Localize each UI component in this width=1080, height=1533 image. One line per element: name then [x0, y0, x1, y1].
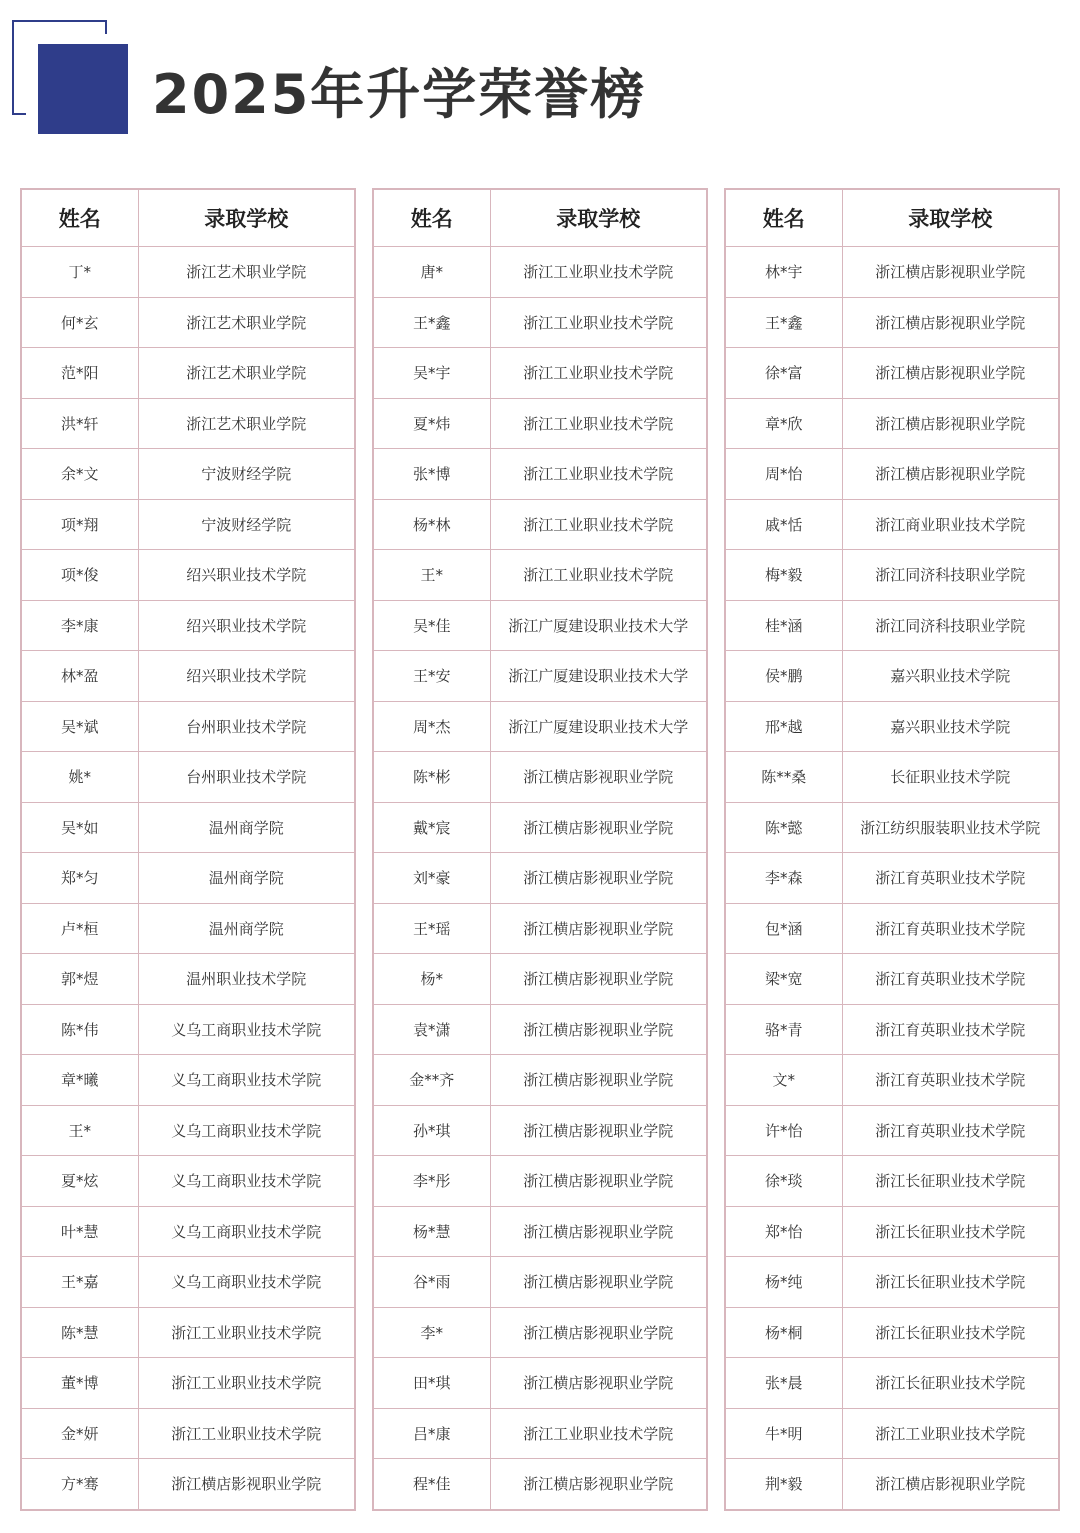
student-name: 袁*潇 [373, 1004, 490, 1055]
student-name: 田*琪 [373, 1358, 490, 1409]
student-name: 李*森 [725, 853, 842, 904]
header-name: 姓名 [373, 189, 490, 247]
admitted-school: 浙江商业职业技术学院 [842, 499, 1059, 550]
table-row [21, 853, 355, 904]
student-name: 吴*如 [21, 802, 138, 853]
table-row [373, 853, 707, 904]
table-row [725, 853, 1059, 904]
student-name: 夏*炫 [21, 1156, 138, 1207]
table-row [725, 1307, 1059, 1358]
admitted-school: 浙江工业职业技术学院 [490, 247, 707, 298]
table-row [21, 651, 355, 702]
student-name: 孙*琪 [373, 1105, 490, 1156]
table-row [373, 802, 707, 853]
student-name: 骆*青 [725, 1004, 842, 1055]
student-name: 杨*桐 [725, 1307, 842, 1358]
table-row [21, 1257, 355, 1308]
admitted-school: 浙江横店影视职业学院 [490, 1105, 707, 1156]
table-row [21, 1206, 355, 1257]
table-row [21, 802, 355, 853]
table-row [725, 1055, 1059, 1106]
student-name: 陈**桑 [725, 752, 842, 803]
table-row [373, 651, 707, 702]
admitted-school: 浙江工业职业技术学院 [490, 398, 707, 449]
table-row [725, 752, 1059, 803]
admitted-school: 浙江横店影视职业学院 [490, 1307, 707, 1358]
admitted-school: 浙江横店影视职业学院 [490, 903, 707, 954]
admitted-school: 浙江艺术职业学院 [138, 247, 355, 298]
table-row [21, 247, 355, 298]
table-row [21, 297, 355, 348]
table-row [373, 701, 707, 752]
table-row [373, 398, 707, 449]
table-row [373, 499, 707, 550]
student-name: 谷*雨 [373, 1257, 490, 1308]
table-row [373, 1055, 707, 1106]
admitted-school: 浙江工业职业技术学院 [490, 499, 707, 550]
admitted-school: 嘉兴职业技术学院 [842, 651, 1059, 702]
table-row [373, 1156, 707, 1207]
admitted-school: 浙江横店影视职业学院 [490, 1055, 707, 1106]
student-name: 戚*恬 [725, 499, 842, 550]
student-name: 章*欣 [725, 398, 842, 449]
student-name: 张*博 [373, 449, 490, 500]
table-row [21, 701, 355, 752]
table-row [21, 1307, 355, 1358]
admitted-school: 浙江工业职业技术学院 [490, 348, 707, 399]
student-name: 侯*鹏 [725, 651, 842, 702]
table-row [373, 1307, 707, 1358]
admitted-school: 温州商学院 [138, 903, 355, 954]
student-name: 夏*炜 [373, 398, 490, 449]
admitted-school: 浙江横店影视职业学院 [490, 1156, 707, 1207]
student-name: 林*盈 [21, 651, 138, 702]
table-row [725, 1105, 1059, 1156]
student-name: 陈*伟 [21, 1004, 138, 1055]
table-row [725, 1257, 1059, 1308]
roster-table-3 [724, 188, 1060, 1511]
student-name: 周*怡 [725, 449, 842, 500]
student-name: 包*涵 [725, 903, 842, 954]
student-name: 陈*彬 [373, 752, 490, 803]
student-name: 戴*宸 [373, 802, 490, 853]
admitted-school: 浙江育英职业技术学院 [842, 1055, 1059, 1106]
admitted-school: 浙江工业职业技术学院 [842, 1408, 1059, 1459]
admitted-school: 浙江横店影视职业学院 [490, 1004, 707, 1055]
student-name: 许*怡 [725, 1105, 842, 1156]
student-name: 张*晨 [725, 1358, 842, 1409]
student-name: 王*安 [373, 651, 490, 702]
admitted-school: 浙江同济科技职业学院 [842, 600, 1059, 651]
student-name: 王* [373, 550, 490, 601]
table-row [725, 600, 1059, 651]
student-name: 丁* [21, 247, 138, 298]
student-name: 林*宇 [725, 247, 842, 298]
admitted-school: 浙江长征职业技术学院 [842, 1307, 1059, 1358]
student-name: 刘*豪 [373, 853, 490, 904]
admitted-school: 浙江横店影视职业学院 [138, 1459, 355, 1510]
table-row [373, 903, 707, 954]
title-decoration-block [38, 44, 128, 134]
admitted-school: 浙江横店影视职业学院 [842, 1459, 1059, 1510]
table-row [21, 499, 355, 550]
student-name: 王*瑶 [373, 903, 490, 954]
table-header-row [21, 189, 355, 247]
student-name: 何*玄 [21, 297, 138, 348]
student-name: 邢*越 [725, 701, 842, 752]
table-row [725, 449, 1059, 500]
admitted-school: 浙江纺织服装职业技术学院 [842, 802, 1059, 853]
table-row [373, 752, 707, 803]
table-row [21, 1105, 355, 1156]
admitted-school: 浙江长征职业技术学院 [842, 1358, 1059, 1409]
table-row [373, 954, 707, 1005]
table-row [373, 1459, 707, 1510]
student-name: 项*翔 [21, 499, 138, 550]
admitted-school: 浙江育英职业技术学院 [842, 1004, 1059, 1055]
table-row [373, 1358, 707, 1409]
admitted-school: 绍兴职业技术学院 [138, 651, 355, 702]
student-name: 杨*纯 [725, 1257, 842, 1308]
student-name: 王*嘉 [21, 1257, 138, 1308]
table-header-row [725, 189, 1059, 247]
student-name: 郭*煜 [21, 954, 138, 1005]
student-name: 牛*明 [725, 1408, 842, 1459]
student-name: 叶*慧 [21, 1206, 138, 1257]
student-name: 王*鑫 [725, 297, 842, 348]
admitted-school: 浙江工业职业技术学院 [490, 1408, 707, 1459]
roster-table-2 [372, 188, 708, 1511]
table-row [725, 348, 1059, 399]
admitted-school: 浙江工业职业技术学院 [138, 1358, 355, 1409]
table-row [373, 348, 707, 399]
table-row [21, 600, 355, 651]
student-name: 杨*慧 [373, 1206, 490, 1257]
admitted-school: 宁波财经学院 [138, 499, 355, 550]
table-row [373, 1105, 707, 1156]
student-name: 杨* [373, 954, 490, 1005]
table-row [725, 398, 1059, 449]
admitted-school: 浙江横店影视职业学院 [842, 449, 1059, 500]
table-row [725, 550, 1059, 601]
student-name: 徐*富 [725, 348, 842, 399]
student-name: 余*文 [21, 449, 138, 500]
admitted-school: 浙江育英职业技术学院 [842, 954, 1059, 1005]
admitted-school: 浙江横店影视职业学院 [490, 1257, 707, 1308]
admitted-school: 浙江横店影视职业学院 [842, 348, 1059, 399]
student-name: 郑*匀 [21, 853, 138, 904]
admitted-school: 长征职业技术学院 [842, 752, 1059, 803]
admitted-school: 义乌工商职业技术学院 [138, 1055, 355, 1106]
admitted-school: 温州商学院 [138, 802, 355, 853]
table-row [21, 1408, 355, 1459]
table-row [373, 297, 707, 348]
header-name: 姓名 [725, 189, 842, 247]
admitted-school: 台州职业技术学院 [138, 752, 355, 803]
admitted-school: 浙江横店影视职业学院 [490, 954, 707, 1005]
admitted-school: 浙江横店影视职业学院 [490, 853, 707, 904]
student-name: 金*妍 [21, 1408, 138, 1459]
table-row [725, 903, 1059, 954]
student-name: 吴*宇 [373, 348, 490, 399]
student-name: 范*阳 [21, 348, 138, 399]
student-name: 文* [725, 1055, 842, 1106]
admitted-school: 义乌工商职业技术学院 [138, 1156, 355, 1207]
admitted-school: 义乌工商职业技术学院 [138, 1105, 355, 1156]
admitted-school: 浙江长征职业技术学院 [842, 1206, 1059, 1257]
table-row [21, 1156, 355, 1207]
student-name: 唐* [373, 247, 490, 298]
student-name: 梅*毅 [725, 550, 842, 601]
header-school: 录取学校 [490, 189, 707, 247]
student-name: 王* [21, 1105, 138, 1156]
admitted-school: 绍兴职业技术学院 [138, 550, 355, 601]
table-row [21, 1358, 355, 1409]
student-name: 卢*桓 [21, 903, 138, 954]
student-name: 李*康 [21, 600, 138, 651]
student-name: 徐*琰 [725, 1156, 842, 1207]
student-name: 王*鑫 [373, 297, 490, 348]
table-row [21, 449, 355, 500]
admitted-school: 浙江横店影视职业学院 [490, 1358, 707, 1409]
admitted-school: 浙江横店影视职业学院 [490, 1459, 707, 1510]
admitted-school: 浙江工业职业技术学院 [490, 449, 707, 500]
student-name: 周*杰 [373, 701, 490, 752]
table-row [725, 1156, 1059, 1207]
header-name: 姓名 [21, 189, 138, 247]
table-row [725, 1408, 1059, 1459]
admitted-school: 浙江工业职业技术学院 [490, 550, 707, 601]
header-school: 录取学校 [842, 189, 1059, 247]
admitted-school: 温州商学院 [138, 853, 355, 904]
admitted-school: 绍兴职业技术学院 [138, 600, 355, 651]
student-name: 杨*林 [373, 499, 490, 550]
admitted-school: 浙江横店影视职业学院 [490, 802, 707, 853]
admitted-school: 义乌工商职业技术学院 [138, 1004, 355, 1055]
admitted-school: 浙江育英职业技术学院 [842, 903, 1059, 954]
admitted-school: 浙江工业职业技术学院 [490, 297, 707, 348]
student-name: 桂*涵 [725, 600, 842, 651]
table-row [373, 247, 707, 298]
table-row [21, 752, 355, 803]
table-row [373, 1408, 707, 1459]
admitted-school: 温州职业技术学院 [138, 954, 355, 1005]
table-row [725, 802, 1059, 853]
table-row [725, 499, 1059, 550]
student-name: 吴*斌 [21, 701, 138, 752]
admitted-school: 浙江育英职业技术学院 [842, 1105, 1059, 1156]
table-row [21, 1459, 355, 1510]
table-header-row [373, 189, 707, 247]
student-name: 郑*怡 [725, 1206, 842, 1257]
admitted-school: 浙江艺术职业学院 [138, 398, 355, 449]
admitted-school: 浙江长征职业技术学院 [842, 1156, 1059, 1207]
table-row [21, 903, 355, 954]
student-name: 吴*佳 [373, 600, 490, 651]
student-name: 程*佳 [373, 1459, 490, 1510]
table-row [21, 550, 355, 601]
admitted-school: 浙江广厦建设职业技术大学 [490, 651, 707, 702]
student-name: 章*曦 [21, 1055, 138, 1106]
table-row [21, 348, 355, 399]
admitted-school: 浙江长征职业技术学院 [842, 1257, 1059, 1308]
admitted-school: 浙江横店影视职业学院 [490, 752, 707, 803]
student-name: 洪*轩 [21, 398, 138, 449]
student-name: 方*骞 [21, 1459, 138, 1510]
student-name: 陈*慧 [21, 1307, 138, 1358]
table-row [21, 1055, 355, 1106]
table-row [21, 1004, 355, 1055]
admitted-school: 浙江横店影视职业学院 [842, 247, 1059, 298]
table-row [373, 1004, 707, 1055]
table-row [725, 701, 1059, 752]
student-name: 荆*毅 [725, 1459, 842, 1510]
admitted-school: 嘉兴职业技术学院 [842, 701, 1059, 752]
admitted-school: 义乌工商职业技术学院 [138, 1206, 355, 1257]
admitted-school: 浙江艺术职业学院 [138, 297, 355, 348]
table-row [373, 1257, 707, 1308]
table-row [373, 550, 707, 601]
table-row [725, 1459, 1059, 1510]
admitted-school: 浙江工业职业技术学院 [138, 1408, 355, 1459]
student-name: 姚* [21, 752, 138, 803]
roster-table-1 [20, 188, 356, 1511]
student-name: 李* [373, 1307, 490, 1358]
table-row [725, 1004, 1059, 1055]
student-name: 项*俊 [21, 550, 138, 601]
admitted-school: 浙江横店影视职业学院 [842, 297, 1059, 348]
admitted-school: 浙江横店影视职业学院 [490, 1206, 707, 1257]
table-row [725, 1206, 1059, 1257]
admitted-school: 宁波财经学院 [138, 449, 355, 500]
admitted-school: 浙江工业职业技术学院 [138, 1307, 355, 1358]
header-school: 录取学校 [138, 189, 355, 247]
student-name: 吕*康 [373, 1408, 490, 1459]
admitted-school: 浙江艺术职业学院 [138, 348, 355, 399]
admitted-school: 义乌工商职业技术学院 [138, 1257, 355, 1308]
table-row [725, 1358, 1059, 1409]
table-row [373, 600, 707, 651]
table-row [373, 449, 707, 500]
table-row [725, 651, 1059, 702]
table-row [21, 954, 355, 1005]
student-name: 李*彤 [373, 1156, 490, 1207]
table-row [725, 297, 1059, 348]
table-row [725, 954, 1059, 1005]
student-name: 金**齐 [373, 1055, 490, 1106]
table-row [21, 398, 355, 449]
student-name: 董*博 [21, 1358, 138, 1409]
admitted-school: 浙江同济科技职业学院 [842, 550, 1059, 601]
table-row [725, 247, 1059, 298]
admitted-school: 浙江广厦建设职业技术大学 [490, 701, 707, 752]
admitted-school: 台州职业技术学院 [138, 701, 355, 752]
table-row [373, 1206, 707, 1257]
page-title: 2025年升学荣誉榜 [152, 63, 647, 126]
admitted-school: 浙江横店影视职业学院 [842, 398, 1059, 449]
student-name: 陈*懿 [725, 802, 842, 853]
admitted-school: 浙江育英职业技术学院 [842, 853, 1059, 904]
student-name: 梁*宽 [725, 954, 842, 1005]
admitted-school: 浙江广厦建设职业技术大学 [490, 600, 707, 651]
